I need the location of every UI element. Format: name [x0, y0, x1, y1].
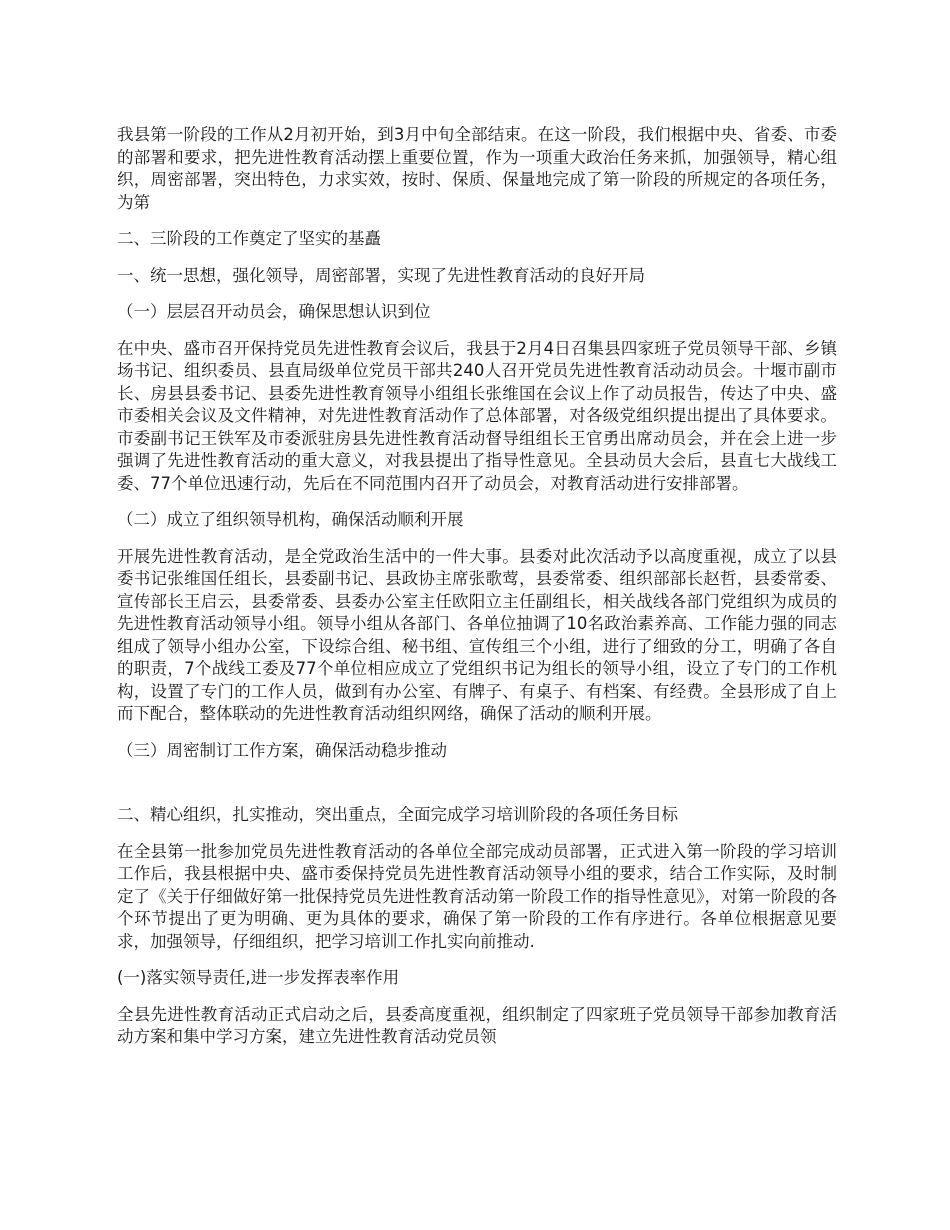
paragraph-leadership: 开展先进性教育活动，是全党政治生活中的一件大事。县委对此次活动予以高度重视，成立了以县委书记张维国任组长，县委副书记、县政协主席张歌莺，县委常委、组织部部长赵哲，县委常委、宣传部长王启云，县委常委、县委办公室主任欧阳立主任副组长，相关战线各部门党组织为成员的先进性教育活动领导小组。领导小组从各部门、各单位抽调了10名政治素养高、工作能力强的同志组成了领导小组办公室，下设综合组、秘书组、宣传组三个小组，进行了细致的分工，明确了各自的职责，7个战线工委及77个单位相应成立了党组织书记为组长的领导小组，设立了专门的工作机构，设置了专门的工作人员，做到有办公室、有牌子、有桌子、有档案、有经费。全县形成了自上而下配合，整体联动的先进性教育活动组织网络，确保了活动的顺利开展。	[117, 546, 837, 723]
paragraph-intro: 我县第一阶段的工作从2月初开始，到3月中旬全部结束。在这一阶段，我们根据中央、省委、市委的部署和要求，把先进性教育活动摆上重要位置，作为一项重大政治任务来抓，加强领导，精心组织，周密部署，突出特色，力求实效，按时、保质、保量地完成了第一阶段的所规定的各项任务，为第	[117, 125, 837, 212]
heading-foundation: 二、三阶段的工作奠定了坚实的基矗	[117, 229, 381, 248]
heading-subsection-1-3: （三）周密制订工作方案，确保活动稳步推动	[117, 740, 447, 760]
heading-section-one: 一、统一思想，强化领导，周密部署，实现了先进性教育活动的良好开局	[117, 265, 645, 285]
blank-spacer	[117, 776, 837, 804]
paragraph-mobilization: 在中央、盛市召开保持党员先进性教育会议后，我县于2月4日召集县四家班子党员领导干部、乡镇场书记、组织委员、县直局级单位党员干部共240人召开党员先进性教育活动动员会。十堰市副市长、房县县委书记、县委先进性教育领导小组组长张维国在会议上作了动员报告，传达了中央、盛市委相关会议及文件精神，对先进性教育活动作了总体部署，对各级党组织提出提出了具体要求。市委副书记王铁军及市委派驻房县先进性教育活动督导组组长王官勇出席动员会，并在会上进一步强调了先进性教育活动的重大意义，对我县提出了指导性意见。全县动员大会后，县直七大战线工委、77个单位迅速行动，先后在不同范围内召开了动员会，对教育活动进行安排部署。	[117, 338, 837, 493]
heading-subsection-1-1: （一）层层召开动员会，确保思想认识到位	[117, 302, 431, 321]
heading-section-two: 二、精心组织，扎实推动，突出重点，全面完成学习培训阶段的各项任务目标	[117, 805, 678, 824]
paragraph-responsibility: 全县先进性教育活动正式启动之后，县委高度重视，组织制定了四家班子党员领导干部参加教育活动方案和集中学习方案，建立先进性教育活动党员领	[117, 1004, 837, 1046]
heading-subsection-1-2: （二）成立了组织领导机构，确保活动顺利开展	[117, 510, 464, 529]
heading-subsection-2-1: (一)落实领导责任,进一步发挥表率作用	[117, 968, 400, 987]
paragraph-training: 在全县第一批参加党员先进性教育活动的各单位全部完成动员部署，正式进入第一阶段的学习培训工作后，我县根据中央、盛市委保持党员先进性教育活动领导小组的要求，结合工作实际，及时制定了《关于仔细做好第一批保持党员先进性教育活动第一阶段工作的指导性意见》，对第一阶段的各个环节提出了更为明确、更为具体的要求，确保了第一阶段的工作有序进行。各单位根据意见要求，加强领导，仔细组织，把学习培训工作扎实向前推动.	[117, 841, 837, 951]
document-body	[117, 124, 837, 1063]
